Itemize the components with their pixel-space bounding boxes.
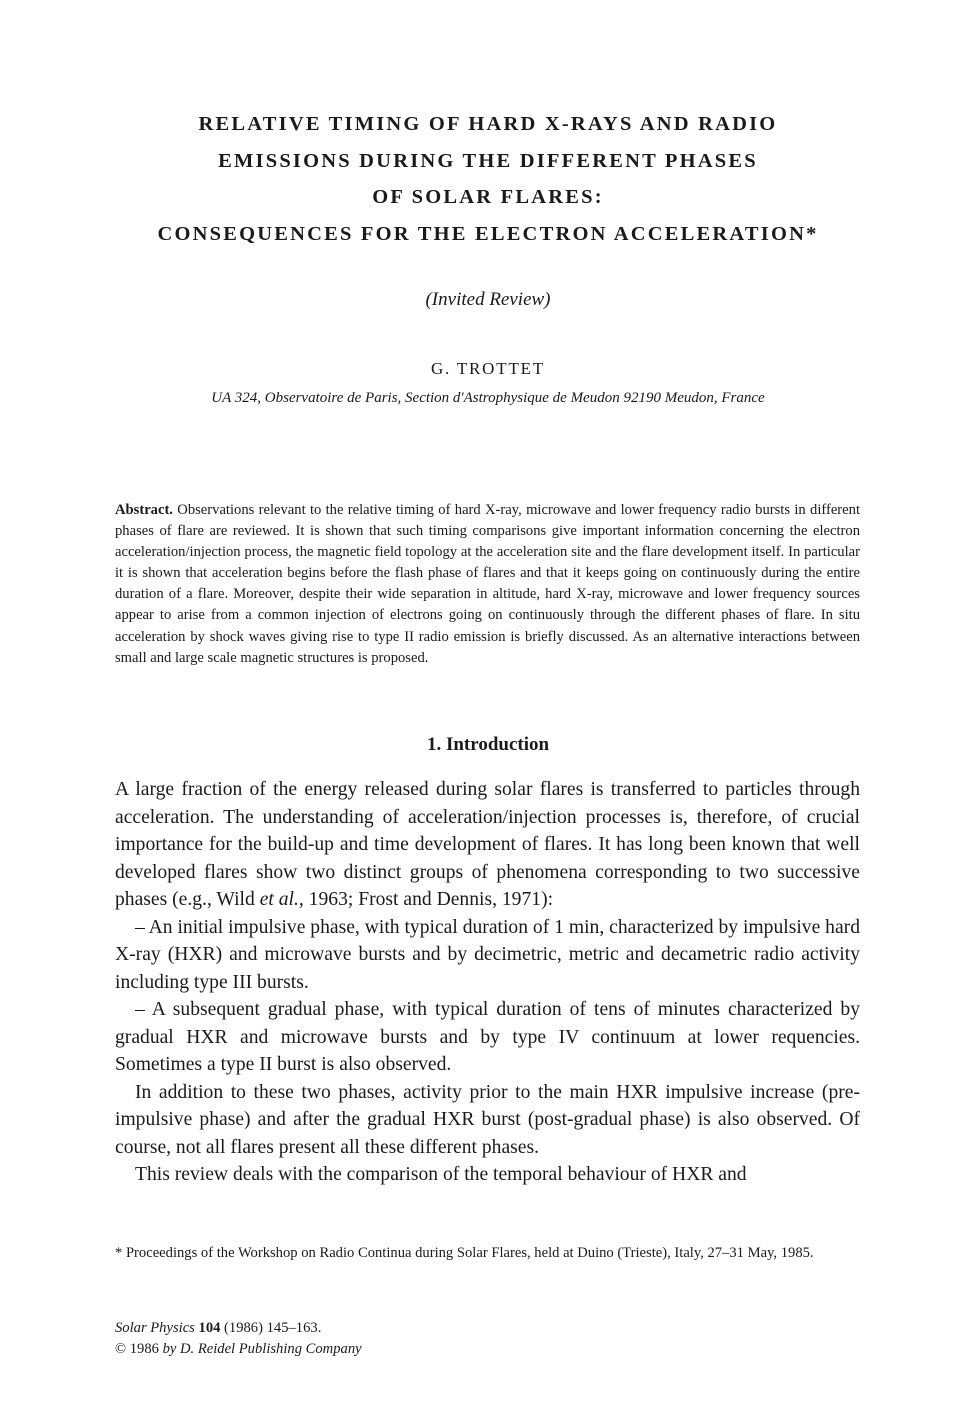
title-line-2: EMISSIONS DURING THE DIFFERENT PHASES	[218, 149, 758, 172]
journal-volume: 104	[198, 1320, 221, 1336]
journal-citation	[115, 1318, 860, 1360]
publisher: by D. Reidel Publishing Company	[162, 1341, 362, 1357]
title-line-1: RELATIVE TIMING OF HARD X-RAYS AND RADIO	[198, 113, 778, 135]
title-line-3: OF SOLAR FLARES:	[372, 186, 604, 208]
copyright-line	[115, 1339, 860, 1360]
body-text	[115, 776, 860, 1189]
journal-name: Solar Physics	[115, 1320, 195, 1336]
section-heading: 1. Introduction	[426, 734, 550, 755]
journal-line	[115, 1318, 860, 1339]
author-name: G. TROTTET	[430, 359, 545, 378]
copyright-symbol: © 1986	[115, 1341, 163, 1357]
invited-review-label: (Invited Review)	[425, 289, 551, 310]
title-line-4: CONSEQUENCES FOR THE ELECTRON ACCELERATION*	[157, 222, 819, 245]
journal-pages: (1986) 145–163.	[220, 1320, 322, 1336]
abstract-text: Observations relevant to the relative timing of hard X-ray, microwave and lower frequency radio bursts in different phases of flare are reviewed. It is shown that such timing comparisons give important information concerning the electron acceleration/injection process, the magnetic field topology at the acceleration site and the flare development itself. In particular it is shown that acceleration begins before the flash phase of flares and that it keeps going on continuously during the entire duration of a flare. Moreover, despite their wide separation in altitude, hard X-ray, microwave and lower frequency sources appear to arise from a common injection of electrons going on continuously through the different phases of flare. In situ acceleration by shock waves giving rise to type II radio emission is briefly discussed. As an alternative interactions between small and large scale magnetic structures is proposed.	[115, 502, 860, 666]
abstract-label: Abstract.	[115, 502, 173, 518]
paper-title	[0, 106, 976, 252]
paragraph-1-part-b: , 1963; Frost and Dennis, 1971):	[298, 889, 554, 910]
paragraph-1-et-al: et al.	[259, 889, 299, 910]
paragraph-2: – An initial impulsive phase, with typical duration of 1 min, characterized by impulsive hard X-ray (HXR) and microwave bursts and by decimetric, metric and decametric radio activity including type III bursts.	[115, 916, 860, 993]
abstract	[115, 500, 860, 669]
footnote: * Proceedings of the Workshop on Radio Continua during Solar Flares, held at Duino (Trieste), Italy, 27–31 May, 1985.	[115, 1245, 814, 1261]
paragraph-1-part-a: A large fraction of the energy released during solar flares is transferred to particles through acceleration. The understanding of acceleration/injection processes is, therefore, of crucial importance for the build-up and time development of flares. It has long been known that well developed flares show two distinct groups of phenomena corresponding to two successive phases (e.g., Wild	[115, 779, 860, 910]
author-affiliation: UA 324, Observatoire de Paris, Section d'Astrophysique de Meudon 92190 Meudon, France	[211, 390, 765, 406]
paragraph-3: – A subsequent gradual phase, with typical duration of tens of minutes characterized by gradual HXR and microwave bursts and by type IV continuum at lower requencies. Sometimes a type II burst is also observed.	[115, 999, 860, 1075]
paragraph-5: This review deals with the comparison of the temporal behaviour of HXR and	[135, 1164, 747, 1185]
paragraph-1	[115, 776, 860, 914]
paragraph-4: In addition to these two phases, activity prior to the main HXR impulsive increase (pre-impulsive phase) and after the gradual HXR burst (post-gradual phase) is also observed. Of course, not all flares present all these different phases.	[115, 1081, 860, 1158]
